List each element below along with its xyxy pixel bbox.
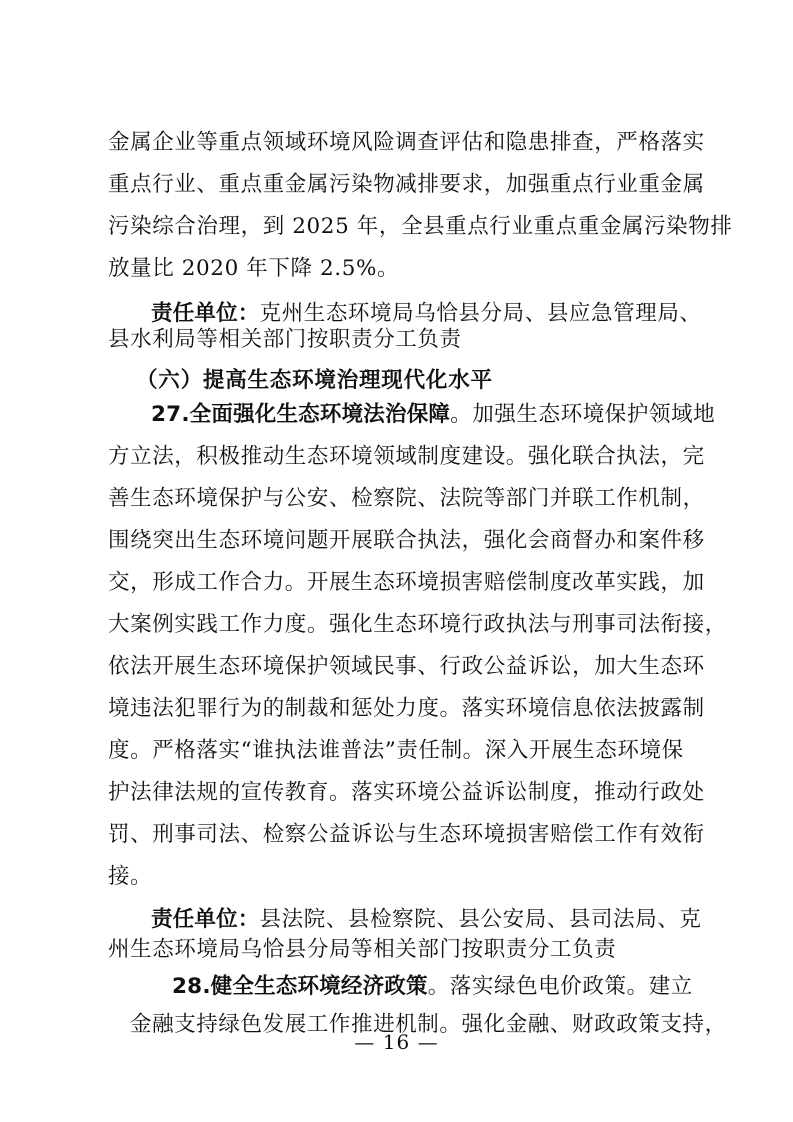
paragraph-line: 境违法犯罪行为的制裁和惩处力度。落实环境信息依法披露制 bbox=[108, 696, 705, 721]
section-heading: （六）提高生态环境治理现代化水平 bbox=[136, 368, 493, 393]
paragraph-line: 护法律法规的宣传教育。落实环境公益诉讼制度，推动行政处 bbox=[108, 780, 705, 805]
paragraph-line: 围绕突出生态环境问题开展联合执法，强化会商督办和案件移 bbox=[108, 528, 705, 553]
responsibility-label: 责任单位： bbox=[151, 907, 260, 932]
paragraph-line: 善生态环境保护与公安、检察院、法院等部门并联工作机制， bbox=[108, 486, 705, 511]
responsibility-line: 县水利局等相关部门按职责分工负责 bbox=[108, 327, 462, 352]
responsibility-line bbox=[151, 905, 741, 935]
paragraph-line: 接。 bbox=[108, 864, 153, 889]
paragraph-line: 放量比 2020 年下降 2.5%。 bbox=[108, 256, 400, 281]
paragraph-line: 污染综合治理，到 2025 年，全县重点行业重点重金属污染物排 bbox=[108, 214, 733, 239]
item-28-first-line bbox=[172, 972, 762, 1002]
paragraph-line: 重点行业、重点重金属污染物减排要求，加强重点行业重金属 bbox=[108, 172, 705, 197]
page-number: — 16 — bbox=[354, 1030, 439, 1054]
paragraph-line: 方立法，积极推动生态环境领域制度建设。强化联合执法，完 bbox=[108, 444, 705, 469]
paragraph-line: 金融支持绿色发展工作推进机制。强化金融、财政政策支持， bbox=[130, 1012, 727, 1037]
paragraph-line: 金属企业等重点领域环境风险调查评估和隐患排查，严格落实 bbox=[108, 130, 705, 155]
responsibility-text: 克州生态环境局乌恰县分局、县应急管理局、 bbox=[259, 301, 702, 326]
responsibility-line: 州生态环境局乌恰县分局等相关部门按职责分工负责 bbox=[108, 937, 617, 962]
responsibility-label: 责任单位： bbox=[151, 301, 260, 326]
item-27-text: 。加强生态环境保护领域地 bbox=[450, 402, 716, 427]
paragraph-line: 交，形成工作合力。开展生态环境损害赔偿制度改革实践，加 bbox=[108, 570, 705, 595]
item-27-title: 27.全面强化生态环境法治保障 bbox=[151, 402, 451, 427]
item-28-title: 28.健全生态环境经济政策 bbox=[172, 974, 428, 999]
paragraph-line: 依法开展生态环境保护领域民事、行政公益诉讼，加大生态环 bbox=[108, 654, 705, 679]
paragraph-line: 罚、刑事司法、检察公益诉讼与生态环境损害赔偿工作有效衔 bbox=[108, 822, 705, 847]
item-28-text: 。落实绿色电价政策。建立 bbox=[427, 974, 693, 999]
paragraph-line: 大案例实践工作力度。强化生态环境行政执法与刑事司法衔接， bbox=[108, 612, 727, 637]
responsibility-text: 县法院、县检察院、县公安局、县司法局、克 bbox=[259, 907, 702, 932]
paragraph-line: 度。严格落实“谁执法谁普法”责任制。深入开展生态环境保 bbox=[108, 738, 684, 763]
item-27-first-line bbox=[151, 400, 741, 430]
